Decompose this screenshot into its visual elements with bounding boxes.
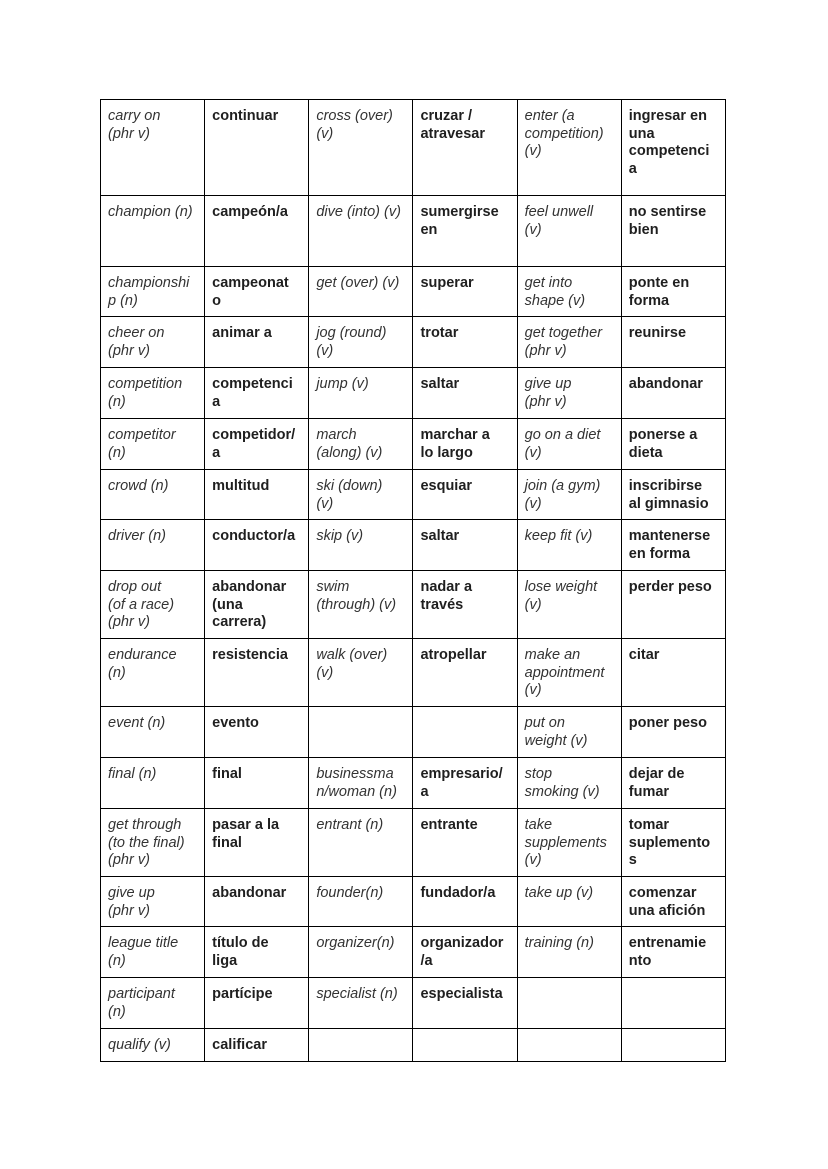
english-term-text: take supplements (v) [524, 817, 607, 868]
spanish-term-text: especialista [420, 986, 503, 1002]
english-term-text: put on weight (v) [524, 715, 588, 749]
table-cell-spanish-term [413, 1029, 517, 1062]
table-cell-spanish-term [205, 100, 309, 196]
table-cell-spanish-term [621, 470, 725, 520]
table-row [101, 877, 726, 927]
english-term-text: ski (down) (v) [316, 478, 383, 512]
english-term-text: event (n) [108, 715, 166, 731]
table-cell-english-term [309, 809, 413, 877]
table-cell-english-term [101, 707, 205, 758]
spanish-term-text: competenci a [212, 376, 293, 410]
vocabulary-table-body [101, 100, 726, 1062]
table-cell-english-term [517, 470, 621, 520]
table-cell-spanish-term [621, 978, 725, 1029]
table-cell-english-term [517, 927, 621, 978]
table-cell-english-term [517, 758, 621, 809]
english-term-text: get through (to the final) (phr v) [108, 817, 185, 868]
english-term-text: jump (v) [316, 376, 369, 392]
table-row [101, 100, 726, 196]
table-cell-english-term [309, 317, 413, 368]
table-cell-spanish-term [413, 707, 517, 758]
table-row [101, 639, 726, 707]
table-cell-spanish-term [413, 317, 517, 368]
table-cell-english-term [101, 419, 205, 470]
table-cell-spanish-term [413, 639, 517, 707]
table-cell-spanish-term [205, 707, 309, 758]
table-cell-english-term [517, 368, 621, 419]
spanish-term-text: pasar a la final [212, 817, 280, 851]
table-cell-english-term [101, 100, 205, 196]
english-term-text: walk (over) (v) [316, 647, 388, 681]
spanish-term-text: no sentirse bien [628, 204, 707, 238]
table-cell-english-term [101, 571, 205, 639]
table-cell-spanish-term [413, 368, 517, 419]
spanish-term-text: ponte en forma [628, 275, 690, 309]
english-term-text: participant (n) [108, 986, 175, 1020]
table-cell-spanish-term [205, 809, 309, 877]
spanish-term-text: superar [420, 275, 474, 291]
table-cell-english-term [309, 368, 413, 419]
table-cell-english-term [517, 809, 621, 877]
table-cell-spanish-term [413, 758, 517, 809]
table-cell-spanish-term [621, 707, 725, 758]
table-row [101, 978, 726, 1029]
table-row [101, 707, 726, 758]
table-cell-english-term [309, 100, 413, 196]
table-cell-spanish-term [413, 419, 517, 470]
table-cell-spanish-term [205, 317, 309, 368]
table-row [101, 809, 726, 877]
english-term-text: specialist (n) [316, 986, 398, 1002]
table-cell-english-term [101, 1029, 205, 1062]
spanish-term-text: nadar a través [420, 579, 473, 613]
spanish-term-text: citar [628, 647, 660, 663]
table-cell-spanish-term [621, 758, 725, 809]
table-cell-english-term [101, 470, 205, 520]
table-cell-english-term [101, 196, 205, 267]
spanish-term-text: saltar [420, 376, 460, 392]
table-row [101, 419, 726, 470]
table-cell-spanish-term [205, 419, 309, 470]
table-cell-english-term [309, 571, 413, 639]
table-cell-english-term [309, 196, 413, 267]
spanish-term-text: conductor/a [212, 528, 296, 544]
table-cell-spanish-term [621, 520, 725, 571]
english-term-text: dive (into) (v) [316, 204, 401, 220]
spanish-term-text: organizador /a [420, 935, 504, 969]
english-term-text: league title (n) [108, 935, 179, 969]
table-row [101, 1029, 726, 1062]
spanish-term-text: saltar [420, 528, 460, 544]
table-cell-english-term [309, 927, 413, 978]
english-term-text: give up (phr v) [108, 885, 155, 919]
spanish-term-text: calificar [212, 1037, 267, 1053]
english-term-text: swim (through) (v) [316, 579, 397, 613]
english-term-text: competitor (n) [108, 427, 176, 461]
table-cell-spanish-term [205, 267, 309, 317]
english-term-text: go on a diet (v) [524, 427, 601, 461]
english-term-text: final (n) [108, 766, 157, 782]
table-cell-spanish-term [205, 978, 309, 1029]
table-cell-spanish-term [413, 520, 517, 571]
table-cell-english-term [309, 419, 413, 470]
english-term-text: championshi p (n) [108, 275, 190, 309]
english-term-text: entrant (n) [316, 817, 384, 833]
english-term-text: make an appointment (v) [524, 647, 605, 698]
english-term-text: champion (n) [108, 204, 193, 220]
english-term-text: lose weight (v) [524, 579, 598, 613]
table-cell-spanish-term [621, 639, 725, 707]
vocabulary-table [100, 99, 726, 1062]
table-cell-english-term [101, 758, 205, 809]
table-row [101, 758, 726, 809]
table-cell-english-term [101, 368, 205, 419]
spanish-term-text: poner peso [628, 715, 707, 731]
table-cell-english-term [517, 707, 621, 758]
spanish-term-text: abandonar [628, 376, 703, 392]
spanish-term-text: evento [212, 715, 259, 731]
table-cell-spanish-term [413, 978, 517, 1029]
spanish-term-text: marchar a lo largo [420, 427, 490, 461]
table-row [101, 470, 726, 520]
table-row [101, 571, 726, 639]
english-term-text: drop out (of a race) (phr v) [108, 579, 175, 630]
table-cell-spanish-term [205, 571, 309, 639]
table-cell-spanish-term [413, 100, 517, 196]
english-term-text: keep fit (v) [524, 528, 593, 544]
english-term-text: qualify (v) [108, 1037, 171, 1053]
table-cell-spanish-term [621, 419, 725, 470]
table-cell-spanish-term [413, 470, 517, 520]
english-term-text: take up (v) [524, 885, 594, 901]
spanish-term-text: título de liga [212, 935, 269, 969]
table-cell-english-term [517, 100, 621, 196]
spanish-term-text: animar a [212, 325, 272, 341]
table-cell-english-term [517, 639, 621, 707]
table-cell-english-term [309, 758, 413, 809]
spanish-term-text: dejar de fumar [628, 766, 685, 800]
table-row [101, 368, 726, 419]
english-term-text: cross (over) (v) [316, 108, 393, 142]
table-row [101, 520, 726, 571]
table-cell-english-term [517, 978, 621, 1029]
table-cell-english-term [517, 1029, 621, 1062]
table-cell-spanish-term [205, 927, 309, 978]
english-term-text: founder(n) [316, 885, 384, 901]
spanish-term-text: sumergirse en [420, 204, 499, 238]
table-cell-spanish-term [621, 809, 725, 877]
table-cell-spanish-term [205, 758, 309, 809]
table-cell-spanish-term [205, 877, 309, 927]
spanish-term-text: campeón/a [212, 204, 288, 220]
table-cell-spanish-term [205, 196, 309, 267]
table-cell-english-term [101, 927, 205, 978]
table-cell-english-term [517, 196, 621, 267]
table-cell-spanish-term [205, 1029, 309, 1062]
english-term-text: stop smoking (v) [524, 766, 600, 800]
spanish-term-text: partícipe [212, 986, 273, 1002]
spanish-term-text: resistencia [212, 647, 288, 663]
english-term-text: march (along) (v) [316, 427, 383, 461]
spanish-term-text: empresario/ a [420, 766, 503, 800]
spanish-term-text: esquiar [420, 478, 473, 494]
english-term-text: carry on (phr v) [108, 108, 161, 142]
english-term-text: cheer on (phr v) [108, 325, 165, 359]
english-term-text: get into shape (v) [524, 275, 586, 309]
english-term-text: organizer(n) [316, 935, 395, 951]
table-cell-spanish-term [621, 1029, 725, 1062]
spanish-term-text: competidor/ a [212, 427, 296, 461]
english-term-text: crowd (n) [108, 478, 169, 494]
table-cell-spanish-term [621, 877, 725, 927]
english-term-text: join (a gym) (v) [524, 478, 601, 512]
table-cell-spanish-term [621, 196, 725, 267]
table-cell-spanish-term [205, 639, 309, 707]
spanish-term-text: comenzar una afición [628, 885, 706, 919]
table-cell-english-term [517, 571, 621, 639]
english-term-text: get (over) (v) [316, 275, 400, 291]
english-term-text: skip (v) [316, 528, 364, 544]
english-term-text: driver (n) [108, 528, 167, 544]
table-cell-english-term [309, 470, 413, 520]
table-cell-spanish-term [621, 100, 725, 196]
table-cell-english-term [309, 1029, 413, 1062]
table-cell-english-term [517, 317, 621, 368]
spanish-term-text: trotar [420, 325, 459, 341]
spanish-term-text: entrante [420, 817, 478, 833]
table-cell-english-term [309, 877, 413, 927]
table-cell-english-term [309, 978, 413, 1029]
table-cell-english-term [101, 520, 205, 571]
english-term-text: competition (n) [108, 376, 183, 410]
table-cell-english-term [517, 877, 621, 927]
table-cell-english-term [517, 419, 621, 470]
table-cell-english-term [309, 639, 413, 707]
table-row [101, 196, 726, 267]
english-term-text: businessma n/woman (n) [316, 766, 397, 800]
english-term-text: enter (a competition) (v) [524, 108, 604, 159]
table-row [101, 927, 726, 978]
english-term-text: jog (round) (v) [316, 325, 387, 359]
spanish-term-text: continuar [212, 108, 279, 124]
spanish-term-text: perder peso [628, 579, 712, 595]
table-cell-english-term [309, 707, 413, 758]
table-cell-spanish-term [621, 317, 725, 368]
table-cell-english-term [101, 267, 205, 317]
spanish-term-text: fundador/a [420, 885, 496, 901]
spanish-term-text: abandonar [212, 885, 287, 901]
spanish-term-text: final [212, 766, 242, 782]
table-cell-english-term [517, 267, 621, 317]
table-cell-spanish-term [621, 368, 725, 419]
table-cell-spanish-term [413, 571, 517, 639]
spanish-term-text: multitud [212, 478, 270, 494]
table-cell-spanish-term [621, 267, 725, 317]
table-cell-english-term [101, 317, 205, 368]
english-term-text: training (n) [524, 935, 594, 951]
table-cell-spanish-term [205, 368, 309, 419]
english-term-text: feel unwell (v) [524, 204, 594, 238]
spanish-term-text: atropellar [420, 647, 487, 663]
spanish-term-text: inscribirse al gimnasio [628, 478, 709, 512]
table-cell-english-term [309, 267, 413, 317]
table-cell-spanish-term [413, 267, 517, 317]
table-cell-spanish-term [205, 520, 309, 571]
english-term-text: endurance (n) [108, 647, 177, 681]
table-cell-spanish-term [621, 571, 725, 639]
table-cell-spanish-term [205, 470, 309, 520]
english-term-text: give up (phr v) [524, 376, 572, 410]
table-cell-english-term [309, 520, 413, 571]
table-cell-english-term [101, 877, 205, 927]
table-row [101, 267, 726, 317]
spanish-term-text: ingresar en una competenci a [628, 108, 710, 177]
spanish-term-text: tomar suplemento s [628, 817, 711, 868]
table-cell-spanish-term [413, 196, 517, 267]
spanish-term-text: abandonar (una carrera) [212, 579, 287, 630]
table-cell-english-term [517, 520, 621, 571]
table-cell-english-term [101, 978, 205, 1029]
english-term-text: get together (phr v) [524, 325, 603, 359]
spanish-term-text: entrenamie nto [628, 935, 707, 969]
spanish-term-text: cruzar / atravesar [420, 108, 485, 142]
table-cell-english-term [101, 639, 205, 707]
spanish-term-text: mantenerse en forma [628, 528, 711, 562]
table-cell-english-term [101, 809, 205, 877]
table-row [101, 317, 726, 368]
spanish-term-text: reunirse [628, 325, 687, 341]
table-cell-spanish-term [621, 927, 725, 978]
table-cell-spanish-term [413, 927, 517, 978]
spanish-term-text: ponerse a dieta [628, 427, 698, 461]
table-cell-spanish-term [413, 877, 517, 927]
table-cell-spanish-term [413, 809, 517, 877]
spanish-term-text: campeonat o [212, 275, 289, 309]
